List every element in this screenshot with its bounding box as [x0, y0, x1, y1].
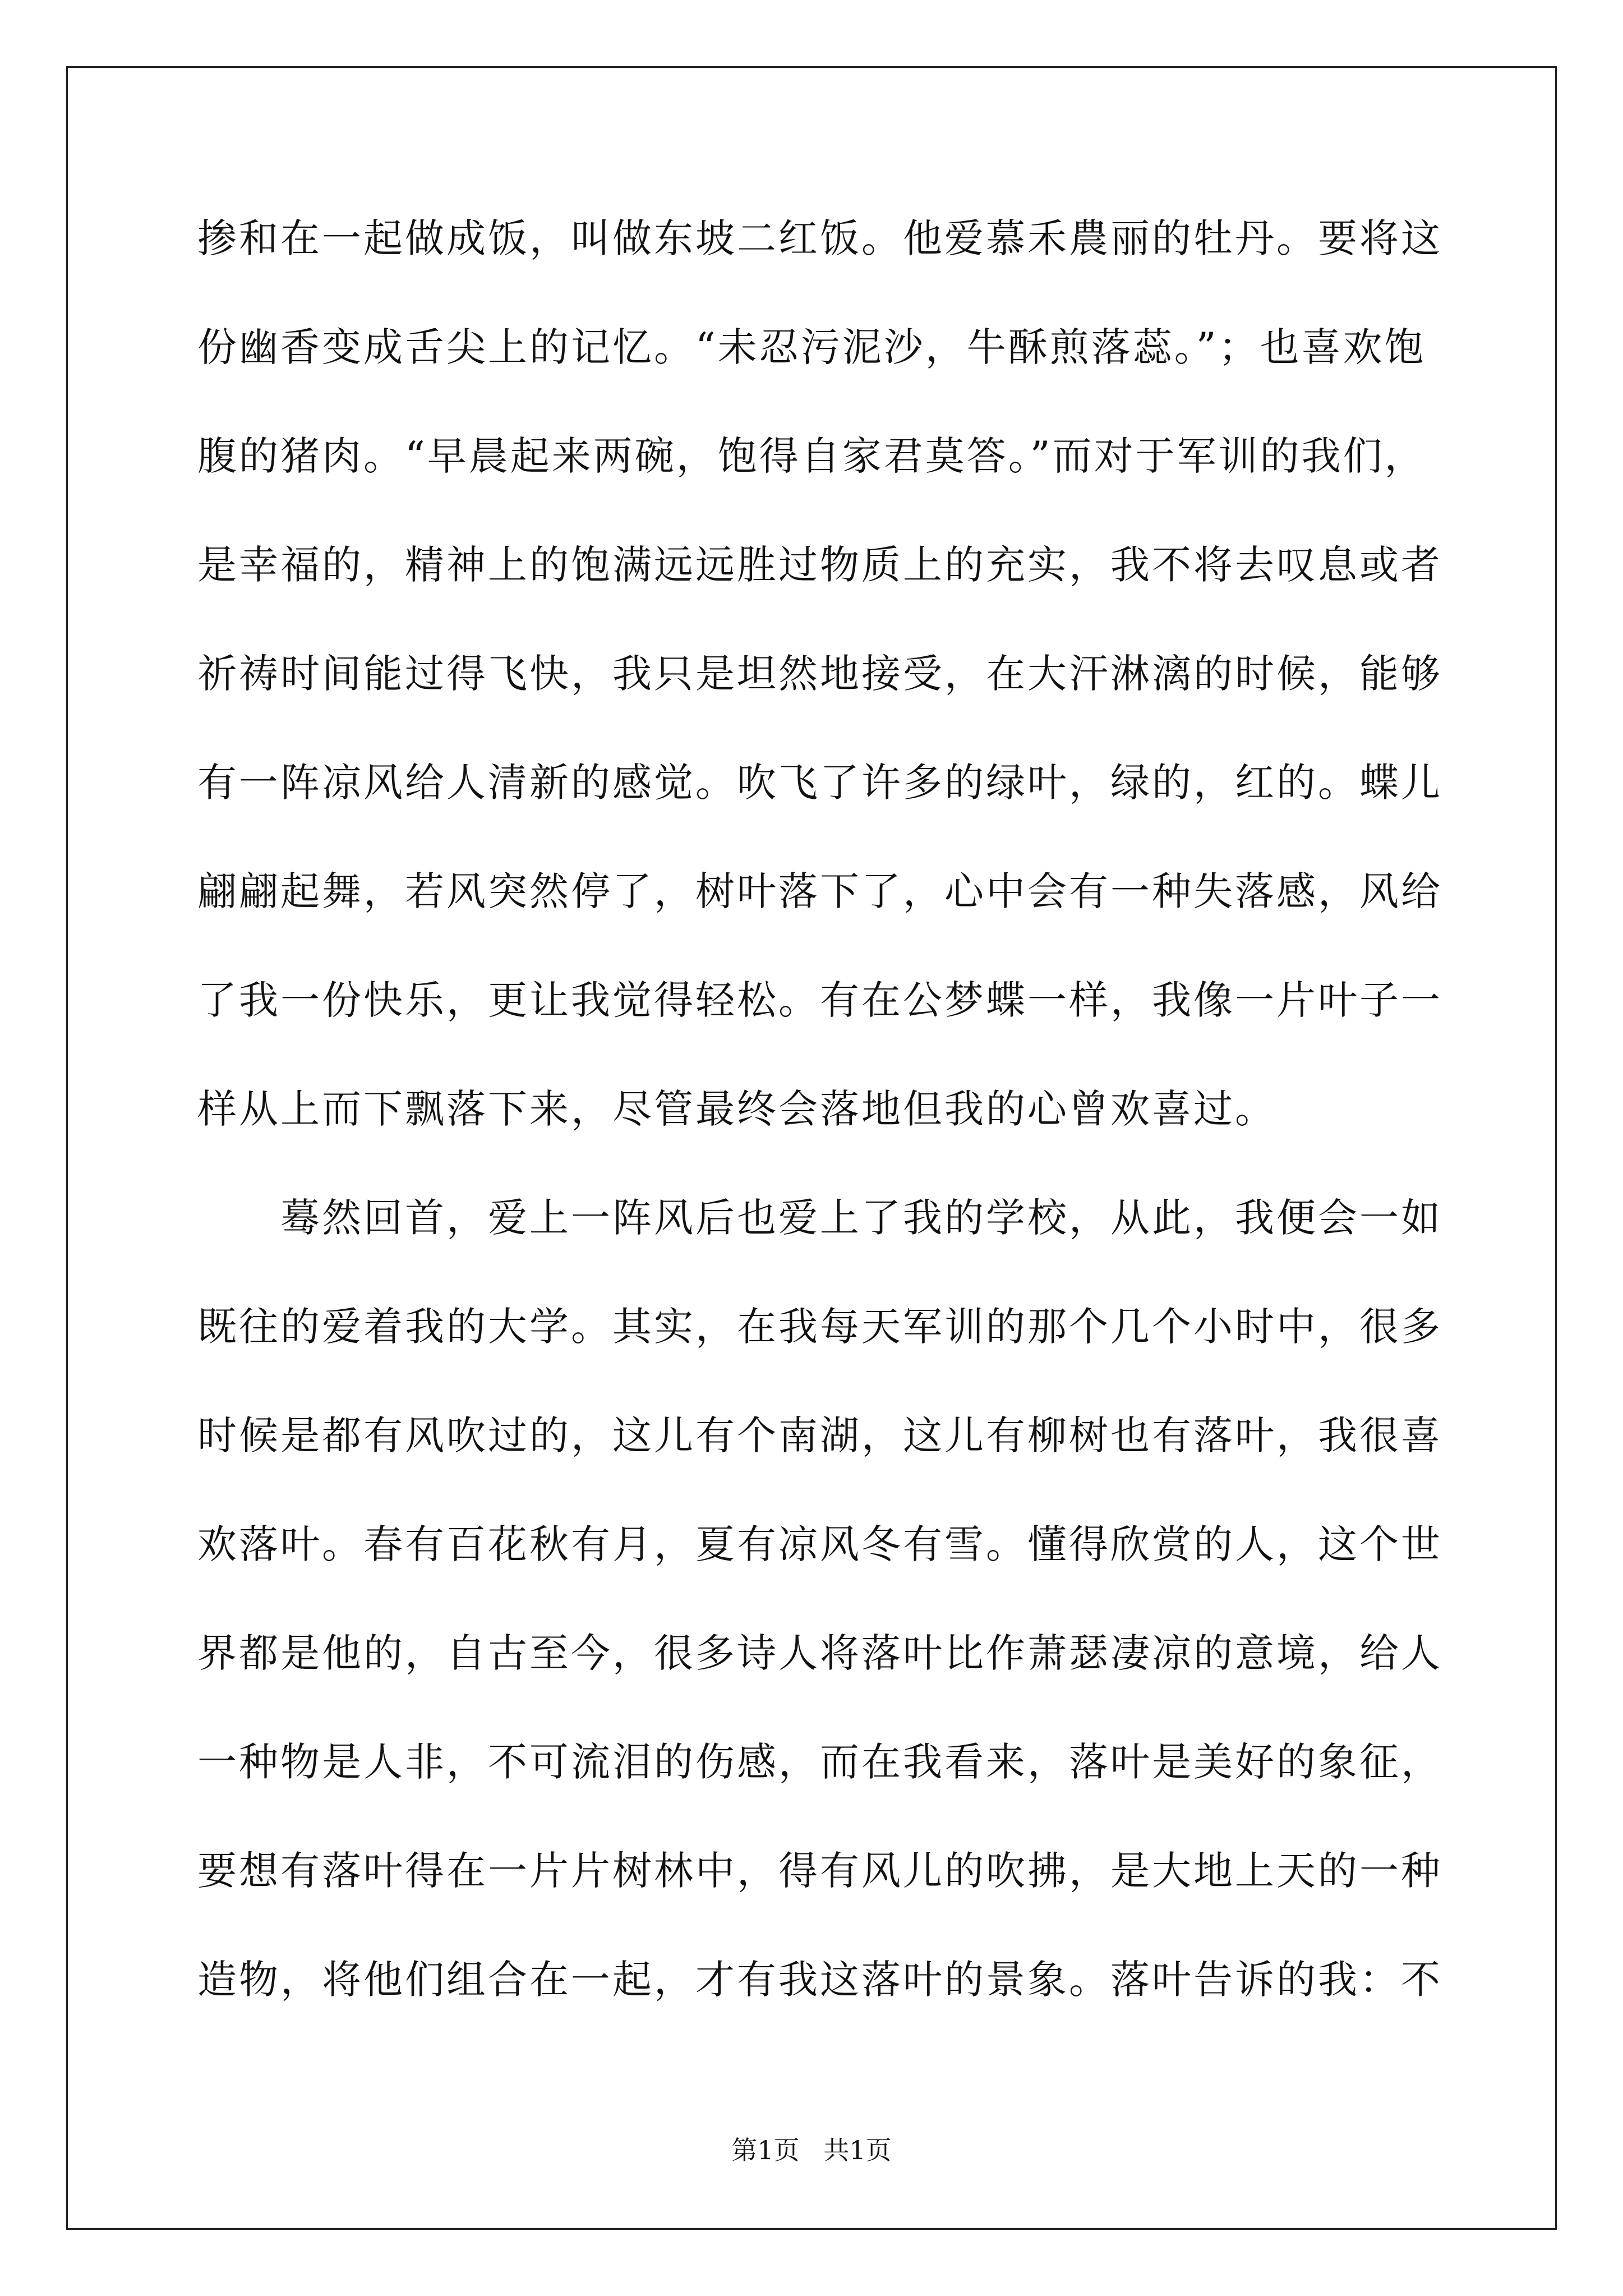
text-line: 时候是都有风吹过的，这儿有个南湖，这儿有柳树也有落叶，我很喜	[197, 1412, 1442, 1458]
text-line: 要想有落叶得在一片片树林中，得有风儿的吹拂，是大地上天的一种	[197, 1848, 1442, 1894]
text-line: 既往的爱着我的大学。其实，在我每天军训的那个几个小时中，很多	[197, 1304, 1442, 1350]
page-number: 第1页	[731, 2135, 800, 2165]
text-line: 样从上而下飘落下来，尽管最终会落地但我的心曾欢喜过。	[197, 1086, 1276, 1132]
text-line: 份幽香变成舌尖上的记忆。“未忍污泥沙，牛酥煎落蕊。”；也喜欢饱	[197, 324, 1426, 370]
text-line: 欢落叶。春有百花秋有月，夏有凉风冬有雪。懂得欣赏的人，这个世	[197, 1521, 1442, 1567]
page-footer	[0, 2137, 1623, 2163]
text-line: 是幸福的，精神上的饱满远远胜过物质上的充实，我不将去叹息或者	[197, 542, 1442, 588]
paragraph-first-line: 蓦然回首，爱上一阵风后也爱上了我的学校，从此，我便会一如	[280, 1195, 1442, 1241]
document-body	[197, 215, 1442, 2069]
text-line: 界都是他的，自古至今，很多诗人将落叶比作萧瑟凄凉的意境，给人	[197, 1630, 1442, 1676]
text-line: 翩翩起舞，若风突然停了，树叶落下了，心中会有一种失落感，风给	[197, 868, 1442, 914]
text-line: 祈祷时间能过得飞快，我只是坦然地接受，在大汗淋漓的时候，能够	[197, 651, 1442, 697]
text-line: 有一阵凉风给人清新的感觉。吹飞了许多的绿叶，绿的，红的。蝶儿	[197, 760, 1442, 806]
text-line: 造物，将他们组合在一起，才有我这落叶的景象。落叶告诉的我：不	[197, 1957, 1442, 2003]
text-line: 掺和在一起做成饭，叫做东坡二红饭。他爱慕禾農丽的牡丹。要将这	[197, 215, 1442, 261]
page-total: 共1页	[823, 2135, 892, 2165]
text-line: 腹的猪肉。“早晨起来两碗，饱得自家君莫答。”而对于军训的我们，	[197, 433, 1426, 479]
text-line: 了我一份快乐，更让我觉得轻松。有在公梦蝶一样，我像一片叶子一	[197, 977, 1442, 1023]
text-line: 一种物是人非，不可流泪的伤感，而在我看来，落叶是美好的象征，	[197, 1739, 1442, 1785]
